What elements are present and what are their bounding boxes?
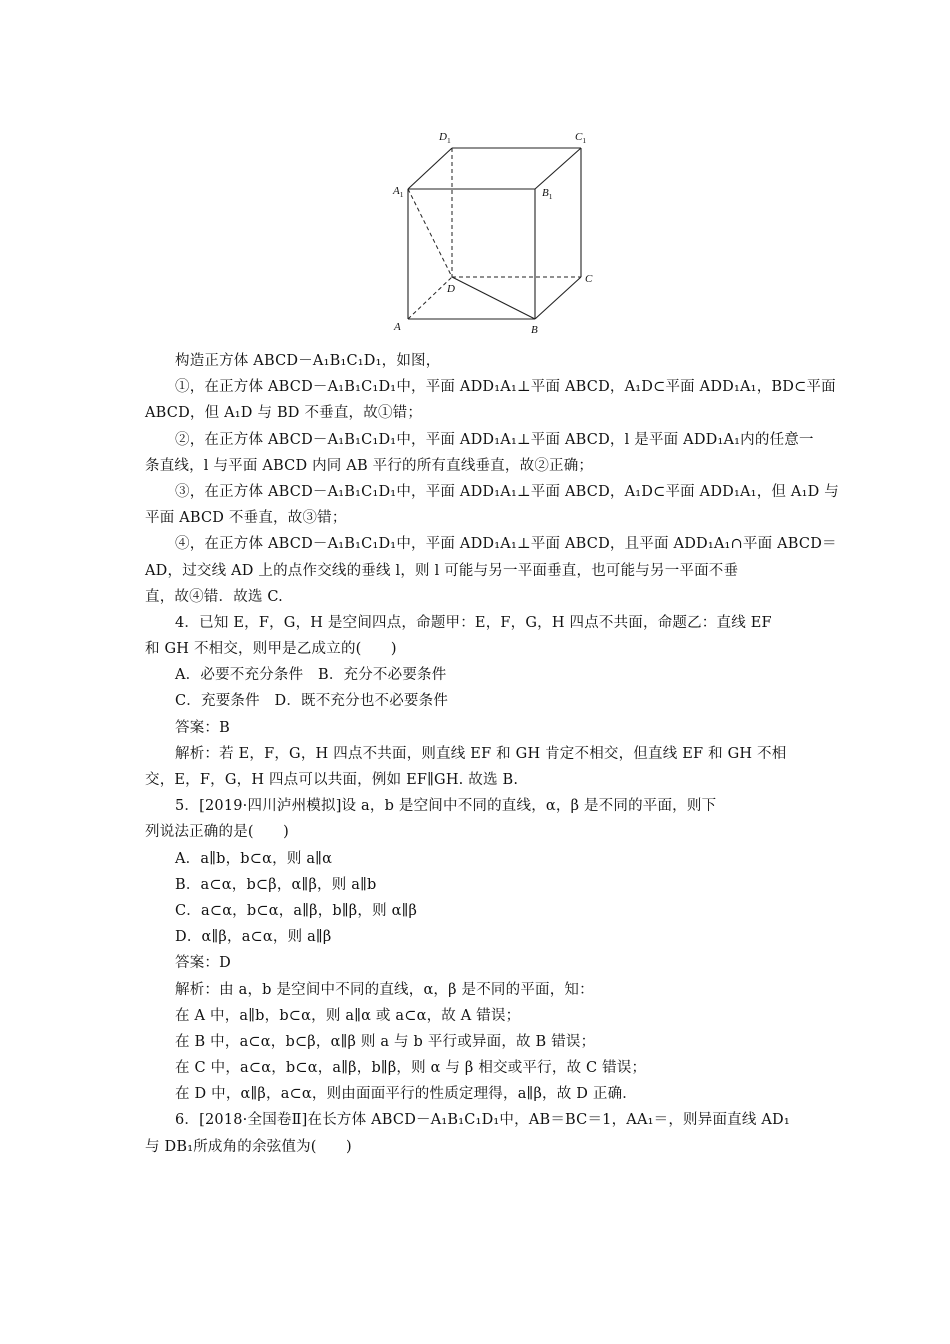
text-line: 平面 ABCD 不垂直，故③错； — [145, 510, 347, 527]
label-C: C — [585, 273, 593, 285]
text-line: 5．[2019·四川泸州模拟]设 a，b 是空间中不同的直线，α，β 是不同的平面，则下 — [175, 798, 717, 815]
text-line: C．充要条件 D．既不充分也不必要条件 — [175, 693, 449, 710]
document-body — [145, 348, 839, 1160]
text-line: ③，在正方体 ABCD－A₁B₁C₁D₁中，平面 ADD₁A₁⊥平面 ABCD，A₁D⊂平面 ADD₁A₁，但 A₁D 与 — [175, 483, 839, 500]
label-B: B — [531, 324, 538, 336]
text-line: 在 B 中，a⊂α，b⊂β，α∥β 则 a 与 b 平行或异面，故 B 错误； — [175, 1033, 596, 1050]
edge-A1D1 — [408, 148, 452, 189]
edge-BD — [452, 277, 535, 319]
text-line: AD，过交线 AD 上的点作交线的垂线 l，则 l 可能与另一平面垂直，也可能与另一平面不垂 — [145, 562, 739, 579]
label-D1: $D_1$ — [439, 131, 451, 145]
text-line: ②，在正方体 ABCD－A₁B₁C₁D₁中，平面 ADD₁A₁⊥平面 ABCD，l 是平面 ADD₁A₁内的任意一 — [175, 431, 814, 448]
text-line: 交，E，F，G，H 四点可以共面，例如 EF∥GH. 故选 B. — [145, 772, 519, 788]
label-A: A — [394, 321, 401, 333]
text-line: 列说法正确的是( ) — [145, 824, 290, 841]
label-D: D — [447, 283, 455, 295]
text-line: 在 D 中，α∥β，a⊂α，则由面面平行的性质定理得，a∥β，故 D 正确． — [175, 1086, 637, 1103]
text-line: 与 DB₁所成角的余弦值为( ) — [145, 1138, 352, 1155]
text-line: C．a⊂α，b⊂α，a∥β，b∥β，则 α∥β — [175, 902, 418, 919]
label-C1: $C_1$ — [575, 131, 587, 145]
text-line: A．a∥b，b⊂α，则 a∥α — [175, 850, 333, 867]
cube-diagram — [385, 122, 605, 337]
label-A1: $A_1$ — [393, 185, 404, 199]
text-line: 直，故④错．故选 C. — [145, 588, 283, 605]
text-line: 解析：若 E，F，G，H 四点不共面，则直线 EF 和 GH 肯定不相交，但直线 EF 和 GH 不相 — [175, 745, 787, 762]
text-line: ①，在正方体 ABCD－A₁B₁C₁D₁中，平面 ADD₁A₁⊥平面 ABCD，A₁D⊂平面 ADD₁A₁，BD⊂平面 — [175, 379, 836, 396]
cube-figure — [385, 122, 605, 337]
text-line: 在 C 中，a⊂α，b⊂α，a∥β，b∥β，则 α 与 β 相交或平行，故 C 错误； — [175, 1060, 647, 1077]
text-line: ABCD，但 A₁D 与 BD 不垂直，故①错； — [145, 405, 423, 422]
text-line: 条直线，l 与平面 ABCD 内同 AB 平行的所有直线垂直，故②正确； — [145, 457, 594, 474]
text-line: 6．[2018·全国卷Ⅱ]在长方体 ABCD－A₁B₁C₁D₁中，AB＝BC＝1，AA₁＝，则异面直线 AD₁ — [175, 1112, 790, 1129]
edge-A1D-hidden — [408, 189, 452, 277]
text-line: D．α∥β，a⊂α，则 a∥β — [175, 929, 332, 946]
text-line: ④，在正方体 ABCD－A₁B₁C₁D₁中，平面 ADD₁A₁⊥平面 ABCD，且平面 ADD₁A₁∩平面 ABCD＝ — [175, 536, 837, 553]
text-line: 解析：由 a，b 是空间中不同的直线，α，β 是不同的平面，知： — [175, 981, 594, 998]
text-line: A．必要不充分条件 B．充分不必要条件 — [175, 667, 447, 684]
edge-BC — [535, 277, 581, 319]
edge-C1B1 — [535, 148, 581, 189]
text-line: 答案：B — [175, 719, 230, 736]
edge-AD-hidden — [408, 277, 452, 319]
text-line: 4．已知 E，F，G，H 是空间四点，命题甲：E，F，G，H 四点不共面，命题乙：直线 EF — [175, 614, 772, 631]
text-line: 构造正方体 ABCD－A₁B₁C₁D₁，如图， — [175, 353, 441, 369]
text-line: 在 A 中，a∥b，b⊂α，则 a∥α 或 a⊂α，故 A 错误； — [175, 1007, 521, 1024]
text-line: B．a⊂α，b⊂β，α∥β，则 a∥b — [175, 876, 377, 893]
text-line: 和 GH 不相交，则甲是乙成立的( ) — [145, 641, 397, 658]
label-B1: $B_1$ — [542, 187, 553, 201]
text-line: 答案：D — [175, 955, 231, 972]
